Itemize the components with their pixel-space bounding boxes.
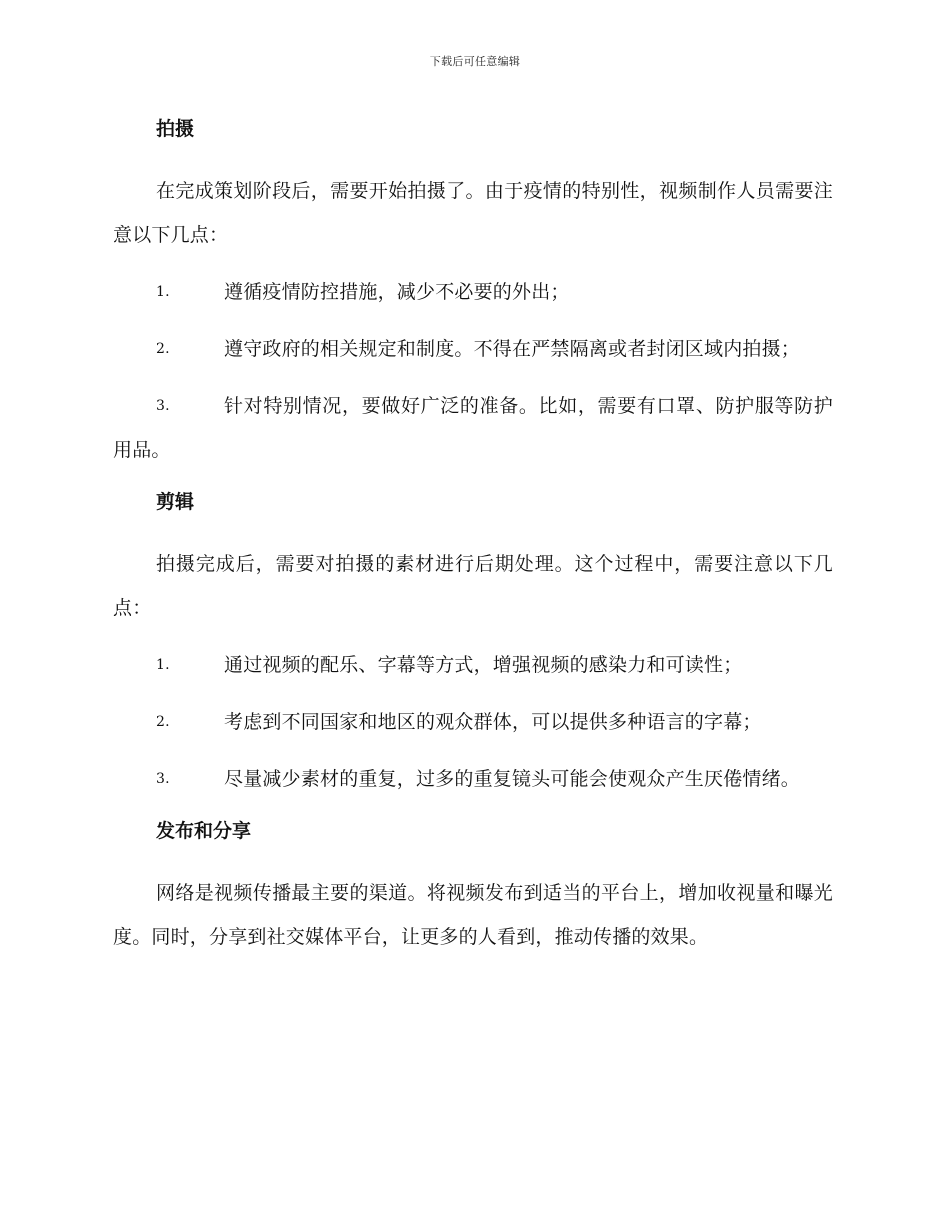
section-intro: 拍摄完成后，需要对拍摄的素材进行后期处理。这个过程中，需要注意以下几点： xyxy=(113,553,833,619)
list-item-text: 通过视频的配乐、字幕等方式，增强视频的感染力和可读性； xyxy=(224,654,743,676)
section-intro: 在完成策划阶段后，需要开始拍摄了。由于疫情的特别性，视频制作人员需要注意以下几点： xyxy=(113,180,833,246)
section-title: 剪辑 xyxy=(156,491,195,513)
list-number: 3. xyxy=(156,398,170,414)
list-number: 2. xyxy=(156,714,170,730)
section-title: 发布和分享 xyxy=(156,820,252,842)
list-item-text: 尽量减少素材的重复，过多的重复镜头可能会使观众产生厌倦情绪。 xyxy=(224,768,801,790)
list-item-text: 遵循疫情防控措施，减少不必要的外出； xyxy=(224,281,570,303)
list-number: 2. xyxy=(156,341,170,357)
section-title: 拍摄 xyxy=(156,118,195,140)
section-intro: 网络是视频传播最主要的渠道。将视频发布到适当的平台上，增加收视量和曝光度。同时，分享到社交媒体平台，让更多的人看到，推动传播的效果。 xyxy=(113,882,833,948)
list-item-text: 针对特别情况，要做好广泛的准备。比如，需要有口罩、防护服等防护用品。 xyxy=(113,395,833,461)
list-item xyxy=(113,384,833,472)
list-number: 3. xyxy=(156,771,170,787)
section-publishing xyxy=(113,814,833,959)
document-body xyxy=(113,112,833,972)
section-shooting xyxy=(113,112,833,472)
list-number: 1. xyxy=(156,657,170,673)
list-item xyxy=(113,643,833,687)
list-item xyxy=(113,270,833,314)
list-item-text: 遵守政府的相关规定和制度。不得在严禁隔离或者封闭区域内拍摄； xyxy=(224,338,801,360)
list-item-text: 考虑到不同国家和地区的观众群体，可以提供多种语言的字幕； xyxy=(224,711,762,733)
page-header: 下载后可任意编辑 xyxy=(429,55,521,68)
list-item xyxy=(113,700,833,744)
list-item xyxy=(113,757,833,801)
list-item xyxy=(113,327,833,371)
list-number: 1. xyxy=(156,284,170,300)
section-editing xyxy=(113,485,833,801)
